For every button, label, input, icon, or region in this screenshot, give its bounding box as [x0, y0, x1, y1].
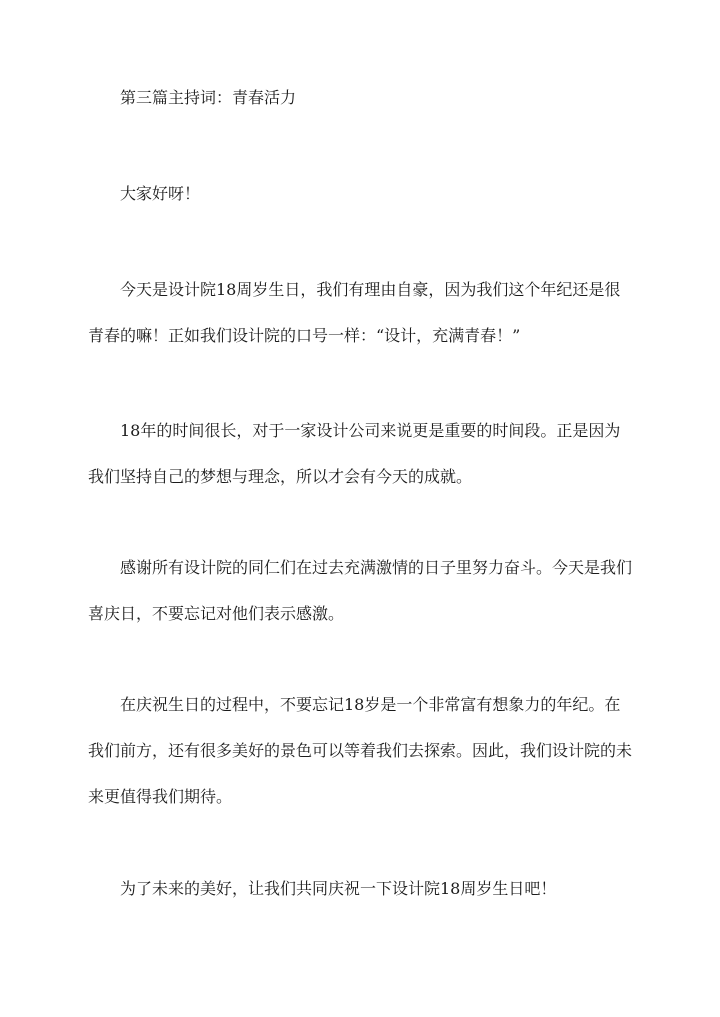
paragraph-thanks: 感谢所有设计院的同仁们在过去充满激情的日子里努力奋斗。今天是我们喜庆日，不要忘记对他们表示感激。 — [88, 558, 633, 623]
paragraph-greeting: 大家好呀！ — [120, 184, 201, 203]
paragraph-birthday: 今天是设计院18周岁生日，我们有理由自豪，因为我们这个年纪还是很青春的嘛！正如我们设计院的口号一样：“设计，充满青春！” — [88, 280, 621, 345]
paragraph-future: 在庆祝生日的过程中，不要忘记18岁是一个非常富有想象力的年纪。在我们前方，还有很多美好的景色可以等着我们去探索。因此，我们设计院的未来更值得我们期待。 — [88, 695, 633, 806]
paragraph-closing: 为了未来的美好，让我们共同庆祝一下设计院18周岁生日吧！ — [120, 879, 557, 898]
paragraph-eighteen-years: 18年的时间很长，对于一家设计公司来说更是重要的时间段。正是因为我们坚持自己的梦想与理念，所以才会有今天的成就。 — [88, 421, 621, 486]
document-title: 第三篇主持词：青春活力 — [120, 88, 297, 107]
